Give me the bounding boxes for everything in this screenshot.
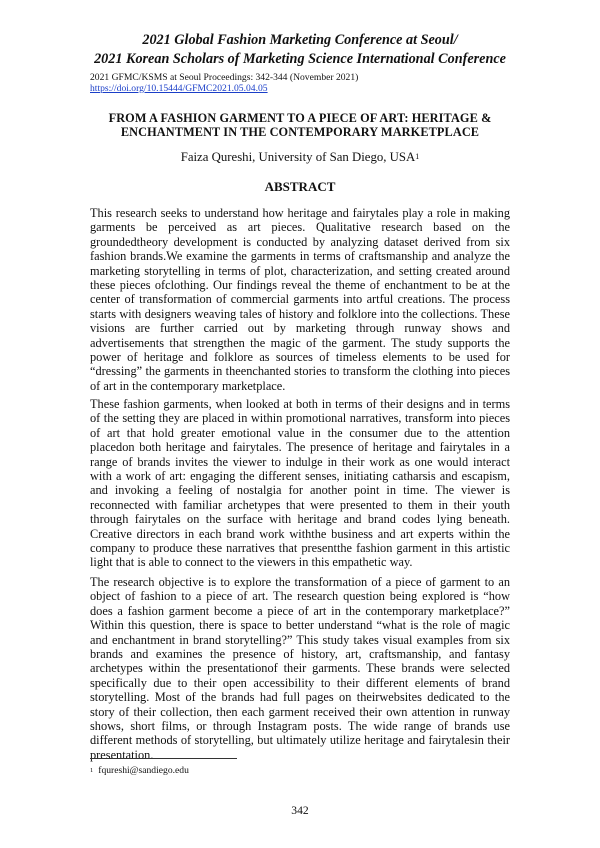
author-line (60, 150, 540, 166)
page-number: 342 (291, 804, 309, 817)
conference-line-2: 2021 Korean Scholars of Marketing Science International Conference (94, 51, 506, 67)
abstract-paragraph-3: The research objective is to explore the transformation of a piece of garment to an object of fashion to a piece of art. The research question being explored is “how does a fashion garment become a piece of art in the contemporary marketplace?” Within this question, there is space to better understand “what is the role of magic and enchantment in brand storytelling?” This study takes visual examples from six brands and examines the presence of history, art, craftsmanship, and fantasy archetypes within the presentationof their garments. These brands were selected specifically due to their open accessibility to their different elements of brand storytelling. Most of the brands had full pages on theirwebsites dedicated to the story of their collection, then each garment received their own attention in runway shows, short films, or through Instagram posts. The wide range of brands use different methods of storytelling, but ultimately utilize heritage and fairytalesin their presentation. (90, 575, 510, 762)
proceedings-meta (90, 72, 358, 94)
author-affiliation: Faiza Qureshi, University of San Diego, USA (180, 150, 416, 164)
paper-title-line-1: FROM A FASHION GARMENT TO A PIECE OF ART: HERITAGE & (108, 111, 492, 125)
abstract-paragraph-2: These fashion garments, when looked at both in terms of their designs and in terms of the setting they are placed in within promotional narratives, transform into pieces of art that hold greater emotional value in the consumer due to the attention placedon both heritage and fairytales. The presence of heritage and fairytales in a range of brands invites the viewer to indulge in their work as one would interact with a work of art: engaging the different senses, initiating catharsis and escapism, and invoking a feeling of nostalgia for another point in time. The viewer is reconnected with familiar archetypes that were presented to them in their youth through fairytales on the surface with heritage and brand codes lying beneath. Creative directors in each brand work withthe business and art experts within the company to produce these narratives that presentthe fashion garment in this artistic light that is able to connect to the viewers in this empathetic way. (90, 397, 510, 570)
abstract-heading: ABSTRACT (264, 179, 336, 194)
author-footnote-mark: 1 (415, 152, 420, 161)
footnote-mark: 1 (90, 767, 94, 774)
abstract-paragraph-1: This research seeks to understand how heritage and fairytales play a role in making garments be perceived as art pieces. Qualitative research based on the groundedtheory development is conducted by analyzing dataset derived from six fashion brands.We examine the garments in terms of craftsmanship and analyze the marketing storytelling in terms of plot, characterization, and setting created around these pieces ofclothing. Our findings reveal the theme of enchantment to be at the center of transformation of commercial garments into artful creations. The process starts with designers weaving tales of history and folklore into the collections. These visions are further carried out by marketing through runway shows and advertisements that strengthen the magic of the garment. The study supports the power of heritage and folklore as sources of timeless elements to be used for “dressing” the garments in theenchanted stories to transform the clothing into pieces of art in the contemporary marketplace. (90, 206, 510, 393)
footnote-email: fqureshi@sandiego.edu (98, 765, 189, 776)
conference-header (60, 31, 540, 69)
conference-line-1: 2021 Global Fashion Marketing Conference at Seoul/ (142, 32, 458, 48)
paper-title-line-2: ENCHANTMENT IN THE CONTEMPORARY MARKETPLACE (120, 125, 480, 139)
footnote (90, 765, 189, 776)
proceedings-citation: 2021 GFMC/KSMS at Seoul Proceedings: 342-344 (November 2021) (90, 72, 359, 83)
paper-title (80, 111, 520, 139)
footnote-divider (90, 758, 237, 759)
doi-link[interactable]: https://doi.org/10.15444/GFMC2021.05.04.05 (90, 83, 268, 94)
